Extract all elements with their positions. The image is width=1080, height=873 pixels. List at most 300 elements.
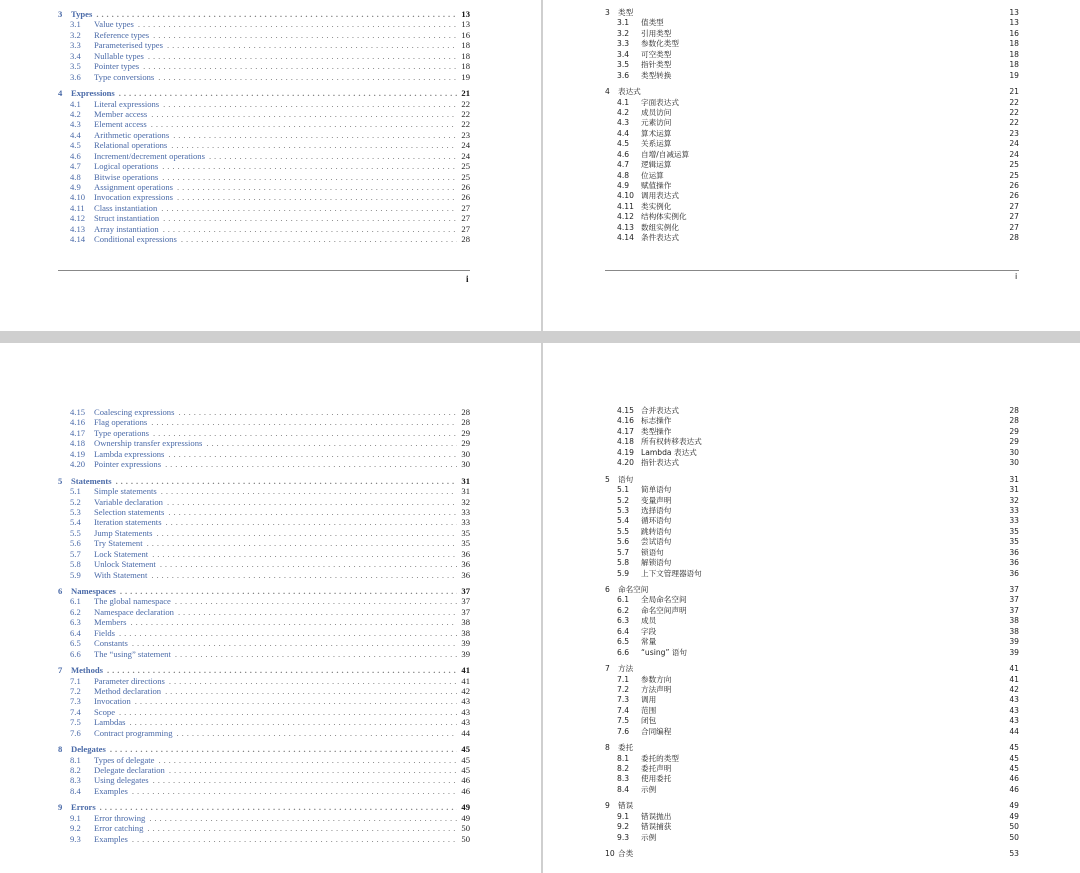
toc-entry-number: 4.6 xyxy=(70,150,81,161)
toc-section-entry[interactable] xyxy=(605,743,1019,753)
toc-entry-number: 4.5 xyxy=(70,140,81,151)
toc-entry-number: 6.6 xyxy=(617,647,630,657)
toc-subsection-entry[interactable] xyxy=(605,18,1019,28)
toc-entry-number: 5.5 xyxy=(70,527,81,538)
toc-entry-title: Ownership transfer expressions xyxy=(94,438,203,449)
toc-leader-dots xyxy=(130,617,457,627)
toc-entry-title: 常量 xyxy=(641,637,657,647)
toc-entry-page: 25 xyxy=(1009,170,1019,180)
toc-entry-page: 28 xyxy=(1009,406,1019,415)
toc-entry-number: 4.15 xyxy=(70,407,86,417)
toc-entry-number: 9.2 xyxy=(617,822,630,832)
toc-subsection-entry[interactable] xyxy=(58,517,470,527)
toc-entry-title: 上下文管理器语句 xyxy=(641,568,702,578)
toc-subsection-entry[interactable] xyxy=(58,449,470,459)
toc-entry-number: 4 xyxy=(605,87,610,97)
toc-entry-number: 6 xyxy=(58,586,63,596)
toc-entry-title: 解锁语句 xyxy=(641,558,672,568)
toc-subsection-entry[interactable] xyxy=(58,596,470,606)
toc-subsection-entry[interactable] xyxy=(58,607,470,617)
toc-section-entry[interactable] xyxy=(58,802,470,812)
toc-entry-number: 5 xyxy=(605,474,610,484)
toc-entry-number: 4.7 xyxy=(617,160,630,170)
toc-entry-title: Scope xyxy=(94,706,116,717)
toc-leader-dots xyxy=(158,72,457,82)
toc-subsection-entry[interactable] xyxy=(58,61,470,71)
toc-entry-number: 6.3 xyxy=(617,616,630,626)
toc-subsection-entry[interactable] xyxy=(605,685,1019,695)
toc-subsection-entry[interactable] xyxy=(58,676,470,686)
toc-entry-title: Conditional expressions xyxy=(94,234,177,245)
toc-subsection-entry[interactable] xyxy=(605,606,1019,616)
toc-leader-dots xyxy=(177,728,458,738)
toc-entry-page: 41 xyxy=(1009,674,1019,684)
toc-section-entry[interactable] xyxy=(605,849,1019,859)
toc-subsection-entry[interactable] xyxy=(58,19,470,29)
toc-entry-number: 4.9 xyxy=(70,182,81,192)
toc-list-english-bottom xyxy=(58,407,470,844)
toc-entry-page: 13 xyxy=(461,9,470,19)
toc-entry-number: 4.3 xyxy=(617,118,630,128)
toc-entry-page: 13 xyxy=(1009,18,1019,28)
toc-entry-number: 3.2 xyxy=(70,29,81,40)
toc-section-entry[interactable] xyxy=(605,87,1019,97)
toc-entry-page: 37 xyxy=(1009,585,1019,594)
toc-subsection-entry[interactable] xyxy=(58,417,470,427)
toc-subsection-entry[interactable] xyxy=(605,506,1019,516)
toc-entry-title: 锁语句 xyxy=(641,547,664,557)
toc-subsection-entry[interactable] xyxy=(605,496,1019,506)
toc-entry-title: 闭包 xyxy=(641,716,657,726)
toc-entry-page: 36 xyxy=(1009,547,1019,557)
toc-subsection-entry[interactable] xyxy=(605,171,1019,181)
toc-entry-page: 24 xyxy=(461,140,470,151)
toc-entry-number: 6.2 xyxy=(617,605,630,615)
toc-subsection-entry[interactable] xyxy=(605,675,1019,685)
toc-entry-page: 26 xyxy=(1009,191,1019,201)
toc-entry-page: 33 xyxy=(461,517,470,528)
toc-entry-title: 算术运算 xyxy=(641,128,672,138)
toc-entry-number: 4.8 xyxy=(617,170,630,180)
toc-entry-title: 示例 xyxy=(641,832,657,842)
toc-leader-dots xyxy=(168,449,457,459)
toc-leader-dots xyxy=(148,51,458,61)
toc-entry-number: 8.4 xyxy=(70,785,81,796)
toc-subsection-entry[interactable] xyxy=(58,497,470,507)
toc-entry-number: 6 xyxy=(605,585,610,594)
footer-page-number: i xyxy=(1015,272,1018,281)
toc-subsection-entry[interactable] xyxy=(58,728,470,738)
toc-entry-number: 7.1 xyxy=(617,674,630,684)
toc-subsection-entry[interactable] xyxy=(605,39,1019,49)
toc-section-entry[interactable] xyxy=(58,9,470,19)
toc-entry-number: 7 xyxy=(605,664,610,674)
toc-subsection-entry[interactable] xyxy=(605,833,1019,843)
toc-subsection-entry[interactable] xyxy=(58,775,470,785)
toc-subsection-entry[interactable] xyxy=(605,437,1019,447)
toc-leader-dots xyxy=(149,813,457,823)
toc-page-english-top xyxy=(0,0,541,331)
toc-section-entry[interactable] xyxy=(58,744,470,754)
toc-entry-page: 38 xyxy=(461,617,470,628)
toc-leader-dots xyxy=(110,744,458,754)
toc-subsection-entry[interactable] xyxy=(58,717,470,727)
toc-subsection-entry[interactable] xyxy=(605,98,1019,108)
toc-subsection-entry[interactable] xyxy=(605,71,1019,81)
toc-subsection-entry[interactable] xyxy=(605,822,1019,832)
toc-entry-title: Lambda 表达式 xyxy=(641,447,697,457)
toc-entry-page: 22 xyxy=(1009,118,1019,128)
toc-entry-page: 16 xyxy=(461,29,470,40)
toc-section-entry[interactable] xyxy=(605,475,1019,485)
toc-leader-dots xyxy=(175,596,458,606)
toc-subsection-entry[interactable] xyxy=(58,224,470,234)
toc-subsection-entry[interactable] xyxy=(605,150,1019,160)
toc-entry-page: 33 xyxy=(1009,516,1019,526)
toc-entry-title: 字段 xyxy=(641,626,657,636)
toc-entry-number: 4.9 xyxy=(617,181,630,190)
toc-subsection-entry[interactable] xyxy=(605,160,1019,170)
toc-entry-title: Assignment operations xyxy=(94,182,174,192)
toc-subsection-entry[interactable] xyxy=(605,548,1019,558)
toc-leader-dots xyxy=(116,476,458,486)
toc-subsection-entry[interactable] xyxy=(605,695,1019,705)
toc-subsection-entry[interactable] xyxy=(58,628,470,638)
toc-entry-title: 自增/自减运算 xyxy=(641,149,690,159)
toc-entry-number: 5.1 xyxy=(617,485,630,495)
toc-subsection-entry[interactable] xyxy=(58,72,470,82)
toc-leader-dots xyxy=(165,686,457,696)
toc-subsection-entry[interactable] xyxy=(605,50,1019,60)
toc-subsection-entry[interactable] xyxy=(58,823,470,833)
toc-subsection-entry[interactable] xyxy=(605,458,1019,468)
toc-subsection-entry[interactable] xyxy=(605,727,1019,737)
toc-leader-dots xyxy=(181,234,458,244)
toc-subsection-entry[interactable] xyxy=(605,181,1019,191)
toc-entry-title: Pointer expressions xyxy=(94,459,162,470)
toc-entry-number: 5.6 xyxy=(70,538,81,549)
toc-subsection-entry[interactable] xyxy=(58,192,470,202)
toc-entry-number: 3.5 xyxy=(70,61,81,72)
toc-subsection-entry[interactable] xyxy=(605,448,1019,458)
toc-subsection-entry[interactable] xyxy=(605,202,1019,212)
toc-subsection-entry[interactable] xyxy=(58,538,470,548)
toc-entry-page: 33 xyxy=(1009,505,1019,515)
toc-subsection-entry[interactable] xyxy=(58,203,470,213)
toc-entry-page: 37 xyxy=(461,596,470,607)
toc-entry-number: 4.10 xyxy=(70,192,86,203)
toc-entry-number: 4.10 xyxy=(617,191,634,201)
toc-entry-title: Namespace declaration xyxy=(94,606,174,617)
toc-entry-page: 38 xyxy=(461,627,470,638)
toc-entry-number: 4.18 xyxy=(617,437,634,447)
toc-subsection-entry[interactable] xyxy=(605,774,1019,784)
toc-entry-number: 5.9 xyxy=(70,569,81,580)
toc-entry-page: 18 xyxy=(461,50,470,61)
toc-entry-page: 26 xyxy=(461,182,470,192)
toc-entry-number: 9.1 xyxy=(70,812,81,823)
toc-entry-number: 4.19 xyxy=(70,448,86,459)
toc-entry-title: 参数化类型 xyxy=(641,39,679,49)
toc-entry-number: 3 xyxy=(58,9,63,19)
toc-entry-title: 关系运算 xyxy=(641,139,672,149)
toc-section-entry[interactable] xyxy=(605,801,1019,811)
toc-entry-title: Error catching xyxy=(94,823,144,834)
toc-leader-dots xyxy=(120,586,458,596)
toc-entry-title: 语句 xyxy=(618,474,634,484)
toc-subsection-entry[interactable] xyxy=(58,528,470,538)
toc-leader-dots xyxy=(177,192,457,202)
toc-subsection-entry[interactable] xyxy=(58,213,470,223)
toc-entry-number: 7.1 xyxy=(70,675,81,686)
toc-section-entry[interactable] xyxy=(605,585,1019,595)
toc-entry-page: 25 xyxy=(1009,160,1019,170)
toc-entry-page: 22 xyxy=(461,98,470,109)
toc-subsection-entry[interactable] xyxy=(605,191,1019,201)
toc-leader-dots xyxy=(119,707,457,717)
toc-entry-number: 3.1 xyxy=(70,19,81,30)
toc-subsection-entry[interactable] xyxy=(605,60,1019,70)
toc-leader-dots xyxy=(163,99,457,109)
toc-entry-page: 19 xyxy=(461,71,470,82)
toc-entry-number: 8.4 xyxy=(617,784,630,794)
toc-entry-page: 39 xyxy=(461,638,470,649)
toc-entry-title: Nullable types xyxy=(94,50,144,61)
toc-entry-page: 43 xyxy=(1009,705,1019,715)
toc-subsection-entry[interactable] xyxy=(58,765,470,775)
toc-subsection-entry[interactable] xyxy=(605,485,1019,495)
toc-subsection-entry[interactable] xyxy=(605,233,1019,243)
toc-entry-title: 引用类型 xyxy=(641,28,672,38)
toc-page-chinese-top xyxy=(543,0,1080,331)
toc-leader-dots xyxy=(177,182,457,192)
toc-subsection-entry[interactable] xyxy=(58,40,470,50)
toc-entry-title: Methods xyxy=(71,665,103,676)
toc-entry-number: 3.6 xyxy=(70,71,81,82)
toc-entry-title: 指针类型 xyxy=(641,60,672,70)
toc-subsection-entry[interactable] xyxy=(605,416,1019,426)
toc-entry-title: Examples xyxy=(94,833,128,844)
toc-section-entry[interactable] xyxy=(58,88,470,98)
toc-section-entry[interactable] xyxy=(605,8,1019,18)
toc-entry-title: Types of delegate xyxy=(94,754,155,765)
toc-entry-number: 3.3 xyxy=(617,39,630,49)
toc-subsection-entry[interactable] xyxy=(58,686,470,696)
toc-subsection-entry[interactable] xyxy=(605,627,1019,637)
toc-entry-number: 5.9 xyxy=(617,568,630,578)
toc-entry-page: 39 xyxy=(1009,637,1019,647)
toc-entry-page: 45 xyxy=(461,765,470,775)
toc-subsection-entry[interactable] xyxy=(605,706,1019,716)
toc-leader-dots xyxy=(163,224,458,234)
toc-leader-dots xyxy=(171,140,457,150)
toc-subsection-entry[interactable] xyxy=(58,755,470,765)
toc-entry-number: 9 xyxy=(605,801,610,811)
footer-rule xyxy=(58,270,470,271)
toc-leader-dots xyxy=(151,417,457,427)
toc-entry-page: 53 xyxy=(1009,849,1019,859)
toc-entry-page: 49 xyxy=(461,802,470,813)
toc-subsection-entry[interactable] xyxy=(605,212,1019,222)
toc-entry-title: Types xyxy=(71,9,93,19)
toc-entry-number: 8.3 xyxy=(70,775,81,786)
toc-entry-number: 4.17 xyxy=(70,427,86,438)
toc-subsection-entry[interactable] xyxy=(58,161,470,171)
toc-section-entry[interactable] xyxy=(58,586,470,596)
toc-subsection-entry[interactable] xyxy=(58,438,470,448)
toc-entry-title: Increment/decrement operations xyxy=(94,150,205,161)
toc-subsection-entry[interactable] xyxy=(605,427,1019,437)
toc-subsection-entry[interactable] xyxy=(58,182,470,192)
toc-entry-number: 5.8 xyxy=(70,559,81,570)
toc-entry-number: 8 xyxy=(605,743,610,753)
toc-entry-title: Statements xyxy=(71,475,112,486)
toc-entry-number: 8.2 xyxy=(70,765,81,775)
toc-entry-number: 5.3 xyxy=(617,505,630,515)
toc-subsection-entry[interactable] xyxy=(58,649,470,659)
toc-subsection-entry[interactable] xyxy=(58,834,470,844)
toc-entry-number: 6.5 xyxy=(617,637,630,647)
toc-subsection-entry[interactable] xyxy=(58,172,470,182)
toc-subsection-entry[interactable] xyxy=(58,570,470,580)
toc-subsection-entry[interactable] xyxy=(58,151,470,161)
toc-leader-dots xyxy=(135,696,458,706)
toc-subsection-entry[interactable] xyxy=(58,559,470,569)
toc-subsection-entry[interactable] xyxy=(605,516,1019,526)
toc-subsection-entry[interactable] xyxy=(58,119,470,129)
toc-entry-number: 6.4 xyxy=(617,626,630,636)
toc-section-entry[interactable] xyxy=(58,665,470,675)
toc-entry-title: 全局命名空间 xyxy=(641,595,687,605)
toc-entry-number: 6.6 xyxy=(70,648,81,659)
toc-subsection-entry[interactable] xyxy=(605,595,1019,605)
toc-page-english-bottom xyxy=(0,343,541,873)
toc-entry-title: The global namespace xyxy=(94,596,171,607)
toc-subsection-entry[interactable] xyxy=(605,569,1019,579)
toc-subsection-entry[interactable] xyxy=(605,812,1019,822)
toc-subsection-entry[interactable] xyxy=(605,108,1019,118)
toc-entry-page: 36 xyxy=(1009,558,1019,568)
toc-leader-dots xyxy=(147,538,458,548)
toc-leader-dots xyxy=(143,61,457,71)
toc-entry-number: 4.1 xyxy=(617,97,630,107)
toc-entry-title: Using delegates xyxy=(94,775,149,786)
toc-subsection-entry[interactable] xyxy=(605,527,1019,537)
toc-subsection-entry[interactable] xyxy=(605,29,1019,39)
toc-entry-number: 8.3 xyxy=(617,774,630,784)
toc-subsection-entry[interactable] xyxy=(605,764,1019,774)
toc-subsection-entry[interactable] xyxy=(58,507,470,517)
toc-subsection-entry[interactable] xyxy=(605,118,1019,128)
toc-subsection-entry[interactable] xyxy=(605,537,1019,547)
toc-entry-number: 4.16 xyxy=(617,416,634,426)
toc-subsection-entry[interactable] xyxy=(58,130,470,140)
toc-entry-title: Relational operations xyxy=(94,140,168,151)
toc-entry-page: 46 xyxy=(1009,784,1019,794)
toc-entry-page: 30 xyxy=(1009,458,1019,468)
toc-entry-title: Unlock Statement xyxy=(94,559,156,570)
toc-list-chinese-bottom xyxy=(605,406,1019,860)
toc-entry-page: 27 xyxy=(1009,222,1019,232)
toc-entry-page: 50 xyxy=(1009,822,1019,832)
toc-entry-number: 7.4 xyxy=(617,705,630,715)
toc-subsection-entry[interactable] xyxy=(58,99,470,109)
toc-leader-dots xyxy=(209,151,457,161)
toc-entry-page: 27 xyxy=(1009,212,1019,222)
toc-leader-dots xyxy=(119,88,458,98)
toc-leader-dots xyxy=(156,528,457,538)
toc-entry-title: 赋值操作 xyxy=(641,181,672,190)
toc-entry-page: 41 xyxy=(461,665,470,676)
toc-subsection-entry[interactable] xyxy=(58,30,470,40)
toc-section-entry[interactable] xyxy=(605,664,1019,674)
toc-subsection-entry[interactable] xyxy=(605,648,1019,658)
toc-entry-number: 6.1 xyxy=(617,595,630,605)
toc-subsection-entry[interactable] xyxy=(58,786,470,796)
toc-subsection-entry[interactable] xyxy=(58,617,470,627)
toc-entry-title: Member access xyxy=(94,108,148,119)
toc-subsection-entry[interactable] xyxy=(58,459,470,469)
toc-subsection-entry[interactable] xyxy=(605,406,1019,416)
toc-entry-page: 41 xyxy=(461,675,470,686)
toc-subsection-entry[interactable] xyxy=(605,139,1019,149)
toc-subsection-entry[interactable] xyxy=(58,407,470,417)
toc-entry-number: 9 xyxy=(58,802,63,813)
toc-leader-dots xyxy=(153,30,457,40)
toc-subsection-entry[interactable] xyxy=(605,785,1019,795)
toc-entry-title: 结构体实例化 xyxy=(641,212,687,222)
toc-entry-page: 22 xyxy=(1009,107,1019,117)
toc-entry-title: 变量声明 xyxy=(641,495,672,505)
toc-subsection-entry[interactable] xyxy=(58,109,470,119)
toc-leader-dots xyxy=(151,570,457,580)
toc-entry-title: 条件表达式 xyxy=(641,233,679,243)
toc-entry-title: Constants xyxy=(94,638,128,649)
toc-list-chinese-top xyxy=(605,8,1019,244)
toc-entry-title: 委托 xyxy=(618,743,634,753)
toc-subsection-entry[interactable] xyxy=(58,696,470,706)
toc-subsection-entry[interactable] xyxy=(605,716,1019,726)
toc-subsection-entry[interactable] xyxy=(58,51,470,61)
toc-subsection-entry[interactable] xyxy=(605,558,1019,568)
toc-section-entry[interactable] xyxy=(58,476,470,486)
toc-entry-number: 3.5 xyxy=(617,60,630,70)
toc-subsection-entry[interactable] xyxy=(605,637,1019,647)
toc-subsection-entry[interactable] xyxy=(58,486,470,496)
toc-entry-title: 范围 xyxy=(641,705,657,715)
toc-entry-number: 5.7 xyxy=(70,548,81,559)
toc-subsection-entry[interactable] xyxy=(605,223,1019,233)
toc-entry-number: 5.4 xyxy=(617,516,630,526)
toc-subsection-entry[interactable] xyxy=(605,129,1019,139)
toc-subsection-entry[interactable] xyxy=(605,754,1019,764)
toc-entry-page: 28 xyxy=(1009,416,1019,426)
toc-entry-title: Arithmetic operations xyxy=(94,129,170,140)
toc-subsection-entry[interactable] xyxy=(58,234,470,244)
toc-subsection-entry[interactable] xyxy=(605,616,1019,626)
toc-entry-title: 简单语句 xyxy=(641,485,672,495)
toc-subsection-entry[interactable] xyxy=(58,638,470,648)
toc-entry-title: Error throwing xyxy=(94,812,146,823)
toc-entry-title: 错误捕获 xyxy=(641,822,672,832)
toc-subsection-entry[interactable] xyxy=(58,813,470,823)
toc-subsection-entry[interactable] xyxy=(58,428,470,438)
toc-entry-title: Flag operations xyxy=(94,417,148,428)
toc-subsection-entry[interactable] xyxy=(58,549,470,559)
toc-subsection-entry[interactable] xyxy=(58,707,470,717)
toc-entry-page: 24 xyxy=(461,150,470,161)
toc-subsection-entry[interactable] xyxy=(58,140,470,150)
